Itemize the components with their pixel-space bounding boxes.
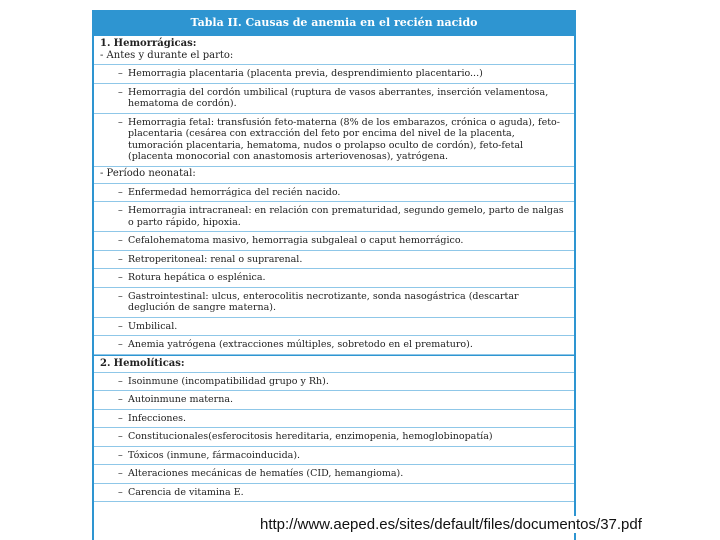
- list-item: – Isoinmune (incompatibilidad grupo y Rh).: [94, 373, 574, 392]
- anemia-causes-table: [92, 10, 576, 540]
- list-item: – Constitucionales(esferocitosis hereditaria, enzimopenia, hemoglobinopatía): [94, 428, 574, 447]
- list-item: – Hemorragia intracraneal: en relación con prematuridad, segundo gemelo, parto de nalgas o parto rápido, hipoxia.: [94, 202, 574, 232]
- list-item: – Cefalohematoma masivo, hemorragia subgaleal o caput hemorrágico.: [94, 232, 574, 251]
- table-title: Tabla II. Causas de anemia en el recién nacido: [94, 10, 574, 35]
- section-heading: Hemorrágicas:: [113, 38, 197, 49]
- subsection-heading-antepartum: - Antes y durante el parto:: [100, 50, 234, 61]
- list-item: – Hemorragia placentaria (placenta previa, desprendimiento placentario...): [94, 65, 574, 84]
- section-header-hemorrhagic: [94, 35, 574, 65]
- list-item: – Hemorragia del cordón umbilical (ruptura de vasos aberrantes, inserción velamentosa, hematoma de cordón).: [94, 84, 574, 114]
- section-number: 1.: [100, 38, 111, 49]
- list-item: – Anemia yatrógena (extracciones múltiples, sobretodo en el prematuro).: [94, 336, 574, 355]
- list-item: – Hemorragia fetal: transfusión feto-materna (8% de los embarazos, crónica o aguda), feto-placentaria (cesárea con extracción del feto por encima del nivel de la placenta, tumoración placentaria, hematoma, nudos o prolapso oculto de cordón), feto-fetal (placenta monocorial con anastomosis arteriovenosas), yatrógena.: [94, 114, 574, 167]
- list-item: – Rotura hepática o esplénica.: [94, 269, 574, 288]
- list-item: – Retroperitoneal: renal o suprarenal.: [94, 251, 574, 270]
- list-item: – Umbilical.: [94, 318, 574, 337]
- subsection-heading-neonatal: - Período neonatal:: [94, 167, 574, 184]
- source-url: http://www.aeped.es/sites/default/files/documentos/37.pdf: [260, 516, 642, 533]
- list-item: – Carencia de vitamina E.: [94, 484, 574, 503]
- list-item: – Gastrointestinal: ulcus, enterocolitis necrotizante, sonda nasogástrica (descartar deglución de sangre materna).: [94, 288, 574, 318]
- list-item: – Enfermedad hemorrágica del recién nacido.: [94, 184, 574, 203]
- list-item: – Alteraciones mecánicas de hematíes (CID, hemangioma).: [94, 465, 574, 484]
- list-item: – Autoinmune materna.: [94, 391, 574, 410]
- section-heading: Hemolíticas:: [113, 357, 185, 369]
- list-item: – Infecciones.: [94, 410, 574, 429]
- list-item: – Tóxicos (inmune, fármacoinducida).: [94, 447, 574, 466]
- section-header-hemolytic: [94, 355, 574, 373]
- section-number: 2.: [100, 357, 111, 369]
